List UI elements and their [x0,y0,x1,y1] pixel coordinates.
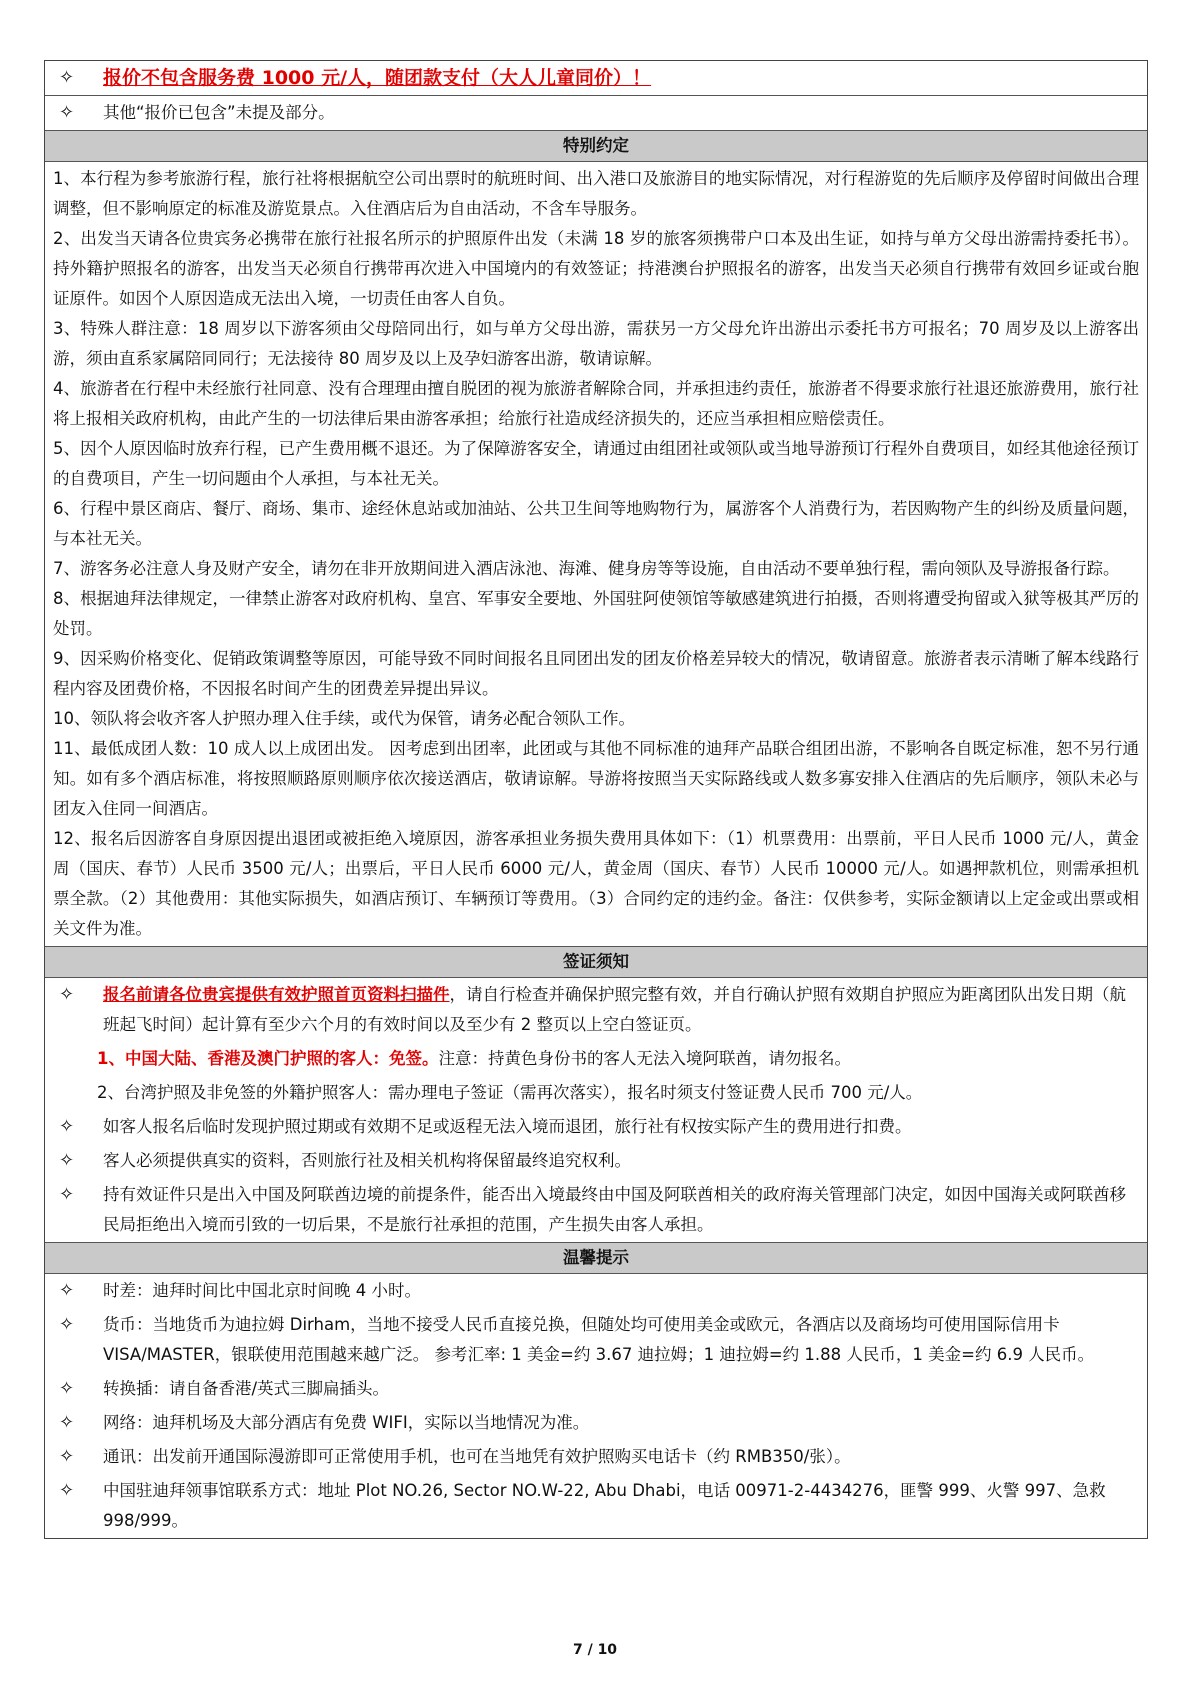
special-term-item: 12、报名后因游客自身原因提出退团或被拒绝入境原因，游客承担业务损失费用具体如下：（1）机票费用：出票前，平日人民币 1000 元/人，黄金周（国庆、春节）人民币 3500 元/人；出票后，平日人民币 6000 元/人，黄金周（国庆、春节）人民币 10000 元/人。如遇押款机位，则需承担机票全款。（2）其他费用：其他实际损失，如酒店预订、车辆预订等费用。（3）合同约定的违约金。备注：仅供参考，实际金额请以上定金或出票或相关文件为准。 [53,829,1139,938]
special-terms-header: 特别约定 [45,131,1147,162]
visa-free-notice: 1、中国大陆、香港及澳门护照的客人：免签。 [97,1049,439,1068]
special-terms-body [45,162,1147,947]
passport-validity-text: ，请自行检查并确保护照完整有效，并自行确认护照有效期自护照应为距离团队出发日期（航班起飞时间）起计算有至少六个月的有效时间以及至少有 2 整页以上空白签证页。 [103,985,1126,1034]
diamond-bullet-icon: ✧ [59,67,75,88]
diamond-bullet-icon: ✧ [59,1184,75,1205]
diamond-bullet-icon: ✧ [59,1412,75,1433]
tips-header: 温馨提示 [45,1243,1147,1274]
others-row [45,96,1147,131]
visa-item: ✧ 持有效证件只是出入中国及阿联酋边境的前提条件，能否出入境最终由中国及阿联酋相关的政府海关管理部门决定，如因中国海关或阿联酋移民局拒绝出入境而引致的一切后果，不是旅行社承担的范围，产生损失由客人承担。 [45,1178,1147,1242]
tip-item: ✧ 网络：迪拜机场及大部分酒店有免费 WIFI，实际以当地情况为准。 [45,1406,1147,1440]
special-term-item: 2、出发当天请各位贵宾务必携带在旅行社报名所示的护照原件出发（未满 18 岁的旅客须携带户口本及出生证，如持与单方父母出游需持委托书）。持外籍护照报名的游客，出发当天必须自行携带再次进入中国境内的有效签证；持港澳台护照报名的游客，出发当天必须自行携带有效回乡证或台胞证原件。如因个人原因造成无法出入境，一切责任由客人自负。 [53,229,1139,308]
diamond-bullet-icon: ✧ [59,1480,75,1501]
document-table [44,60,1148,1539]
visa-item [45,978,1147,1042]
diamond-bullet-icon: ✧ [59,1116,75,1137]
passport-scan-notice: 报名前请各位贵宾提供有效护照首页资料扫描件 [103,985,450,1004]
page-separator: / [587,1642,593,1658]
tip-item: ✧ 转换插：请自备香港/英式三脚扁插头。 [45,1372,1147,1406]
diamond-bullet-icon: ✧ [59,1314,75,1335]
others-text: 其他“报价已包含”未提及部分。 [103,103,335,122]
visa-free-line [45,1042,1147,1076]
e-visa-line: 2、台湾护照及非免签的外籍护照客人：需办理电子签证（需再次落实），报名时须支付签证费人民币 700 元/人。 [97,1083,923,1102]
diamond-bullet-icon: ✧ [59,1150,75,1171]
service-fee-row [45,61,1147,96]
visa-body [45,978,1147,1243]
tip-item: ✧ 货币：当地货币为迪拉姆 Dirham，当地不接受人民币直接兑换，但随处均可使用美金或欧元，各酒店以及商场均可使用国际信用卡VISA/MASTER，银联使用范围越来越广泛。 参考汇率: 1 美金=约 3.67 迪拉姆；1 迪拉姆=约 1.88 人民币，1 美金=约 6.9 人民币。 [45,1308,1147,1372]
special-term-item: 1、本行程为参考旅游行程，旅行社将根据航空公司出票时的航班时间、出入港口及旅游目的地实际情况，对行程游览的先后顺序及停留时间做出合理调整，但不影响原定的标准及游览景点。入住酒店后为自由活动，不含车导服务。 [53,169,1139,218]
total-pages: 10 [597,1642,618,1658]
diamond-bullet-icon: ✧ [59,1378,75,1399]
special-term-item: 8、根据迪拜法律规定，一律禁止游客对政府机构、皇宫、军事安全要地、外国驻阿使领馆等敏感建筑进行拍摄，否则将遭受拘留或入狱等极其严厉的处罚。 [53,589,1139,638]
diamond-bullet-icon: ✧ [59,1280,75,1301]
service-fee-notice: 报价不包含服务费 1000 元/人，随团款支付（大人儿童同价）！ [103,67,652,89]
visa-item: ✧ 客人必须提供真实的资料，否则旅行社及相关机构将保留最终追究权利。 [45,1144,1147,1178]
special-term-item: 10、领队将会收齐客人护照办理入住手续，或代为保管，请务必配合领队工作。 [53,709,635,728]
visa-header: 签证须知 [45,947,1147,978]
visa-item: ✧ 如客人报名后临时发现护照过期或有效期不足或返程无法入境而退团，旅行社有权按实际产生的费用进行扣费。 [45,1110,1147,1144]
special-term-item: 11、最低成团人数：10 成人以上成团出发。 因考虑到出团率，此团或与其他不同标准的迪拜产品联合组团出游，不影响各自既定标准，恕不另行通知。如有多个酒店标准，将按照顺路原则顺序依次接送酒店，敬请谅解。导游将按照当天实际路线或人数多寡安排入住酒店的先后顺序，领队未必与团友入住同一间酒店。 [53,739,1139,818]
visa-free-note: 注意：持黄色身份书的客人无法入境阿联酋，请勿报名。 [438,1049,851,1068]
tip-item: ✧ 通讯：出发前开通国际漫游即可正常使用手机，也可在当地凭有效护照购买电话卡（约 RMB350/张）。 [45,1440,1147,1474]
current-page: 7 [572,1642,583,1658]
diamond-bullet-icon: ✧ [59,984,75,1005]
tip-item: ✧ 时差：迪拜时间比中国北京时间晚 4 小时。 [45,1274,1147,1308]
special-term-item: 4、旅游者在行程中未经旅行社同意、没有合理理由擅自脱团的视为旅游者解除合同，并承担违约责任，旅游者不得要求旅行社退还旅游费用，旅行社将上报相关政府机构，由此产生的一切法律后果由游客承担；给旅行社造成经济损失的，还应当承担相应赔偿责任。 [53,379,1139,428]
special-term-item: 5、因个人原因临时放弃行程，已产生费用概不退还。为了保障游客安全，请通过由组团社或领队或当地导游预订行程外自费项目，如经其他途径预订的自费项目，产生一切问题由个人承担，与本社无关。 [53,439,1139,488]
special-term-item: 7、游客务必注意人身及财产安全，请勿在非开放期间进入酒店泳池、海滩、健身房等等设施，自由活动不要单独行程，需向领队及导游报备行踪。 [53,559,1120,578]
tip-item: ✧ 中国驻迪拜领事馆联系方式：地址 Plot NO.26, Sector NO.W-22, Abu Dhabi，电话 00971-2-4434276，匪警 999、火警 997、急救 998/999。 [45,1474,1147,1538]
special-term-item: 3、特殊人群注意：18 周岁以下游客须由父母陪同出行，如与单方父母出游，需获另一方父母允许出游出示委托书方可报名；70 周岁及以上游客出游，须由直系家属陪同同行；无法接待 80 周岁及以上及孕妇游客出游，敬请谅解。 [53,319,1139,368]
special-term-item: 9、因采购价格变化、促销政策调整等原因，可能导致不同时间报名且同团出发的团友价格差异较大的情况，敬请留意。旅游者表示清晰了解本线路行程内容及团费价格，不因报名时间产生的团费差异提出异议。 [53,649,1139,698]
special-term-item: 6、行程中景区商店、餐厅、商场、集市、途经休息站或加油站、公共卫生间等地购物行为，属游客个人消费行为，若因购物产生的纠纷及质量问题，与本社无关。 [53,499,1139,548]
page-number [0,1642,1190,1658]
diamond-bullet-icon: ✧ [59,1446,75,1467]
tips-body [45,1274,1147,1538]
diamond-bullet-icon: ✧ [59,102,75,123]
